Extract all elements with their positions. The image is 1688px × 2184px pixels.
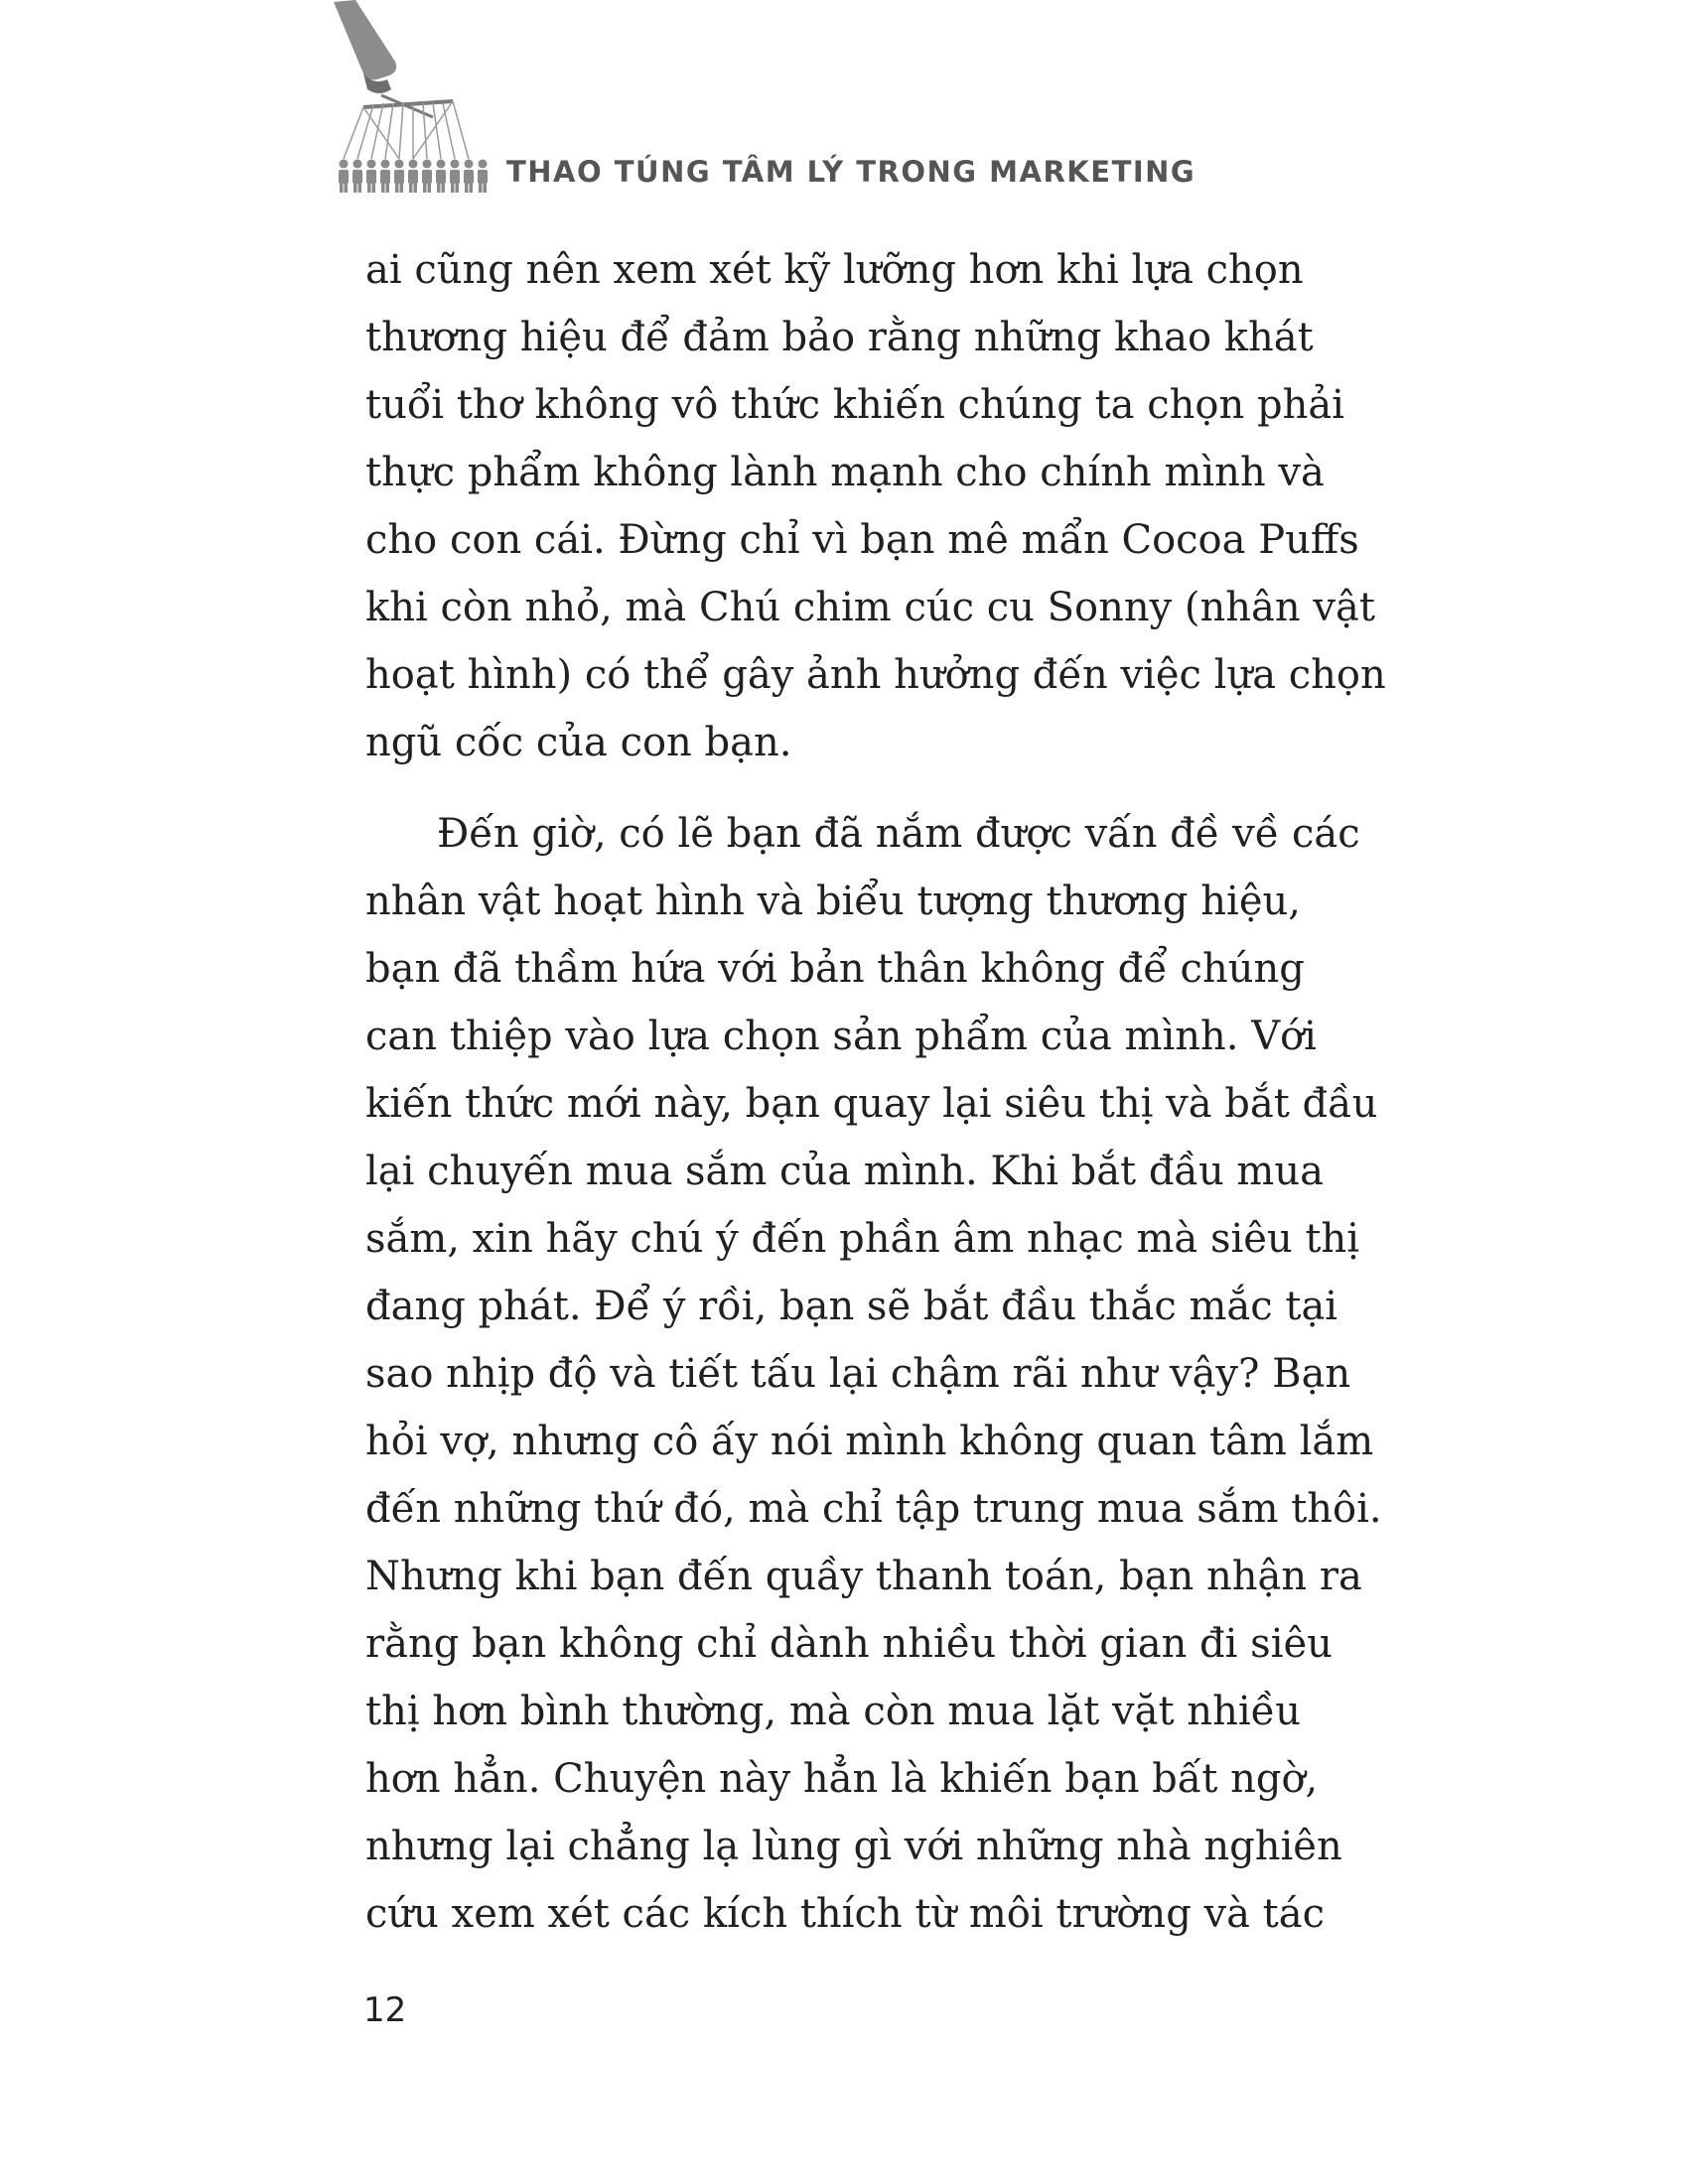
- puppeteer-logo-icon: [334, 0, 492, 194]
- text-line: hoạt hình) có thể gây ảnh hưởng đến việc lựa chọn: [365, 652, 1386, 698]
- text-line: thực phẩm không lành mạnh cho chính mình và: [365, 450, 1325, 495]
- text-line: thương hiệu để đảm bảo rằng những khao khát: [365, 315, 1314, 360]
- text-line: khi còn nhỏ, mà Chú chim cúc cu Sonny (nhân vật: [365, 585, 1375, 630]
- running-head-title: THAO TÚNG TÂM LÝ TRONG MARKETING: [506, 155, 1196, 189]
- text-line: Nhưng khi bạn đến quầy thanh toán, bạn nhận ra: [365, 1554, 1362, 1599]
- text-line: Đến giờ, có lẽ bạn đã nắm được vấn đề về các: [437, 811, 1360, 857]
- text-line: thị hơn bình thường, mà còn mua lặt vặt nhiều: [365, 1689, 1301, 1734]
- body-text: [365, 236, 1386, 1948]
- text-line: hỏi vợ, nhưng cô ấy nói mình không quan tâm lắm: [365, 1419, 1374, 1464]
- text-line: sắm, xin hãy chú ý đến phần âm nhạc mà siêu thị: [365, 1216, 1360, 1262]
- text-line: hơn hẳn. Chuyện này hẳn là khiến bạn bất ngờ,: [365, 1756, 1319, 1802]
- text-line: ai cũng nên xem xét kỹ lưỡng hơn khi lựa chọn: [365, 247, 1304, 293]
- text-line: tuổi thơ không vô thức khiến chúng ta chọn phải: [365, 382, 1344, 428]
- text-line: sao nhịp độ và tiết tấu lại chậm rãi như vậy? Bạn: [365, 1351, 1351, 1397]
- text-line: nhân vật hoạt hình và biểu tượng thương hiệu,: [365, 879, 1301, 924]
- paragraph-2: [365, 800, 1382, 1948]
- text-line: can thiệp vào lựa chọn sản phẩm của mình. Với: [365, 1014, 1317, 1059]
- text-line: cứu xem xét các kích thích từ môi trường và tác: [365, 1891, 1325, 1937]
- paragraph-gap: [365, 776, 1301, 800]
- text-line: bạn đã thầm hứa với bản thân không để chúng: [365, 946, 1305, 992]
- text-line: ngũ cốc của con bạn.: [365, 720, 792, 765]
- text-line: cho con cái. Đừng chỉ vì bạn mê mẩn Cocoa Puffs: [365, 517, 1359, 563]
- page-number: 12: [363, 1990, 407, 2030]
- text-line: đang phát. Để ý rồi, bạn sẽ bắt đầu thắc mắc tại: [365, 1284, 1338, 1329]
- paragraph-1: [365, 236, 1386, 776]
- text-line: lại chuyến mua sắm của mình. Khi bắt đầu mua: [365, 1149, 1324, 1194]
- text-line: đến những thứ đó, mà chỉ tập trung mua sắm thôi.: [365, 1486, 1382, 1532]
- text-line: kiến thức mới này, bạn quay lại siêu thị và bắt đầu: [365, 1081, 1378, 1127]
- text-line: nhưng lại chẳng lạ lùng gì với những nhà nghiên: [365, 1824, 1342, 1869]
- text-line: rằng bạn không chỉ dành nhiều thời gian đi siêu: [365, 1621, 1333, 1667]
